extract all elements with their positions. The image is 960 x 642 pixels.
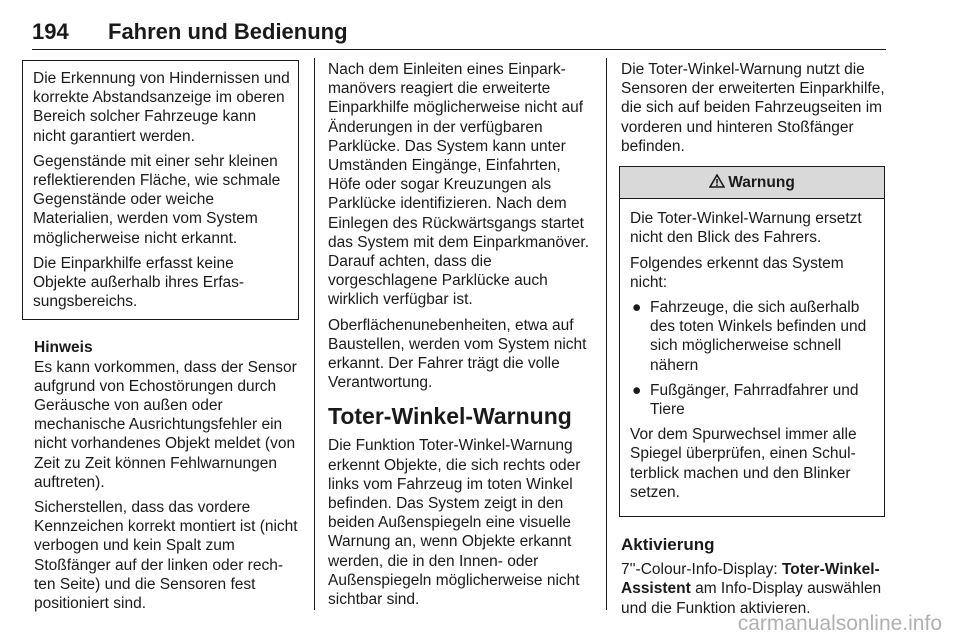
paragraph: Folgendes erkennt das System nicht:	[630, 254, 844, 291]
section-title: Toter-Winkel-Warnung	[328, 403, 572, 430]
warning-triangle-icon	[709, 174, 725, 188]
paragraph: Die Einparkhilfe erfasst keine Objekte außerhalb ihres Erfassungsbereichs.	[33, 254, 245, 311]
paragraph	[621, 560, 887, 618]
note-label: Hinweis	[34, 339, 93, 357]
column-divider	[606, 58, 607, 610]
page-number: 194	[32, 19, 69, 44]
menu-path: Toter-Winkel-Assistent	[621, 561, 880, 598]
column-left	[34, 60, 298, 619]
paragraph: Gegenstände mit einer sehr kleinen reflektierenden Fläche, wie schmale Gegenstände oder weiche Materialien, werden vom System möglicherweise nicht erkannt.	[33, 152, 281, 247]
column-divider	[314, 58, 315, 610]
warning-header	[620, 167, 884, 199]
bullet-icon: ●	[632, 381, 642, 399]
bullet-icon: ●	[632, 299, 642, 317]
page-heading: Fahren und Bedienung	[108, 19, 348, 44]
paragraph: Die Erkennung von Hindernissen und korrekte Abstandsanzeige im oberen Bereich solcher Fahrzeuge kann nicht garantiert werden.	[33, 70, 290, 145]
paragraph: Es kann vorkommen, dass der Sensor aufgrund von Echostörungen durch Geräusche von außen oder mechanische Ausrichtungsfehler ein nicht vorhandenes Objekt meldet (von Zeit zu Zeit können Fehlwarnungen auftreten).	[34, 358, 297, 491]
list-item	[630, 381, 876, 419]
watermark: carmanualsonline.info	[737, 612, 942, 635]
paragraph: Nach dem Einleiten eines Einparkmanövers reagiert die erweiterte Einparkhilfe möglicherweise nicht auf Änderungen in der verfügbaren Parklücke. Das System kann unter Umständen Eingänge, Einfahrten, Höfe oder sogar Kreuzungen als Parklücke identifizieren. Nach dem Einlegen des Rückwärtsgangs startet das System mit dem Einparkmanöver. Darauf achten, dass die vorgeschlagene Parklücke auch wirklich verfügbar ist.	[328, 61, 590, 309]
list-item-text: Fahrzeuge, die sich außerhalb des toten Winkels befinden und sich möglicherweise schnell nähern	[650, 299, 867, 374]
list-item	[630, 298, 876, 375]
paragraph: Die Funktion Toter-Winkel-Warnung erkennt Objekte, die sich rechts oder links vom Fahrzeug im toten Winkel befinden. Das System zeigt in den beiden Außenspiegeln eine visuelle Warnung an, wenn Objekte erkannt werden, die in den Innen- oder Außenspiegeln möglicherweise nicht sichtbar sind.	[328, 437, 581, 609]
page-header	[32, 19, 886, 50]
warning-body	[620, 199, 884, 516]
column-middle	[328, 60, 594, 615]
paragraph: Oberflächenunebenheiten, etwa auf Baustellen, werden vom System nicht erkannt. Der Fahrer trägt die volle Verantwortung.	[328, 316, 587, 392]
paragraph: Vor dem Spurwechsel immer alle Spiegel überprüfen, einen Schulterblick machen und den Blinker setzen.	[630, 426, 857, 501]
text: am Info-Display auswählen und die Funktion aktivieren.	[621, 580, 882, 617]
list-item-text: Fußgänger, Fahrradfahrer und Tiere	[650, 381, 859, 419]
caution-box	[22, 60, 299, 320]
warning-title: Warnung	[728, 174, 795, 192]
paragraph: Sicherstellen, dass das vordere Kennzeichen korrekt montiert ist (nicht verbogen und kein Spalt zum Stoßfänger auf der linken oder rechten Seite) und die Sensoren fest positioniert sind.	[34, 499, 298, 613]
column-right	[621, 60, 887, 624]
text: 7''-Colour-Info-Display:	[621, 561, 782, 579]
paragraph: Die Toter-Winkel-Warnung nutzt die Sensoren der erweiterten Einparkhilfe, die sich auf beiden Fahrzeugseiten im vorderen und hinteren Stoßfänger befinden.	[621, 61, 885, 155]
bullet-list	[630, 298, 876, 419]
subsection-title: Aktivierung	[621, 535, 715, 555]
warning-box	[619, 166, 885, 517]
paragraph: Die Toter-Winkel-Warnung ersetzt nicht den Blick des Fahrers.	[630, 210, 862, 247]
